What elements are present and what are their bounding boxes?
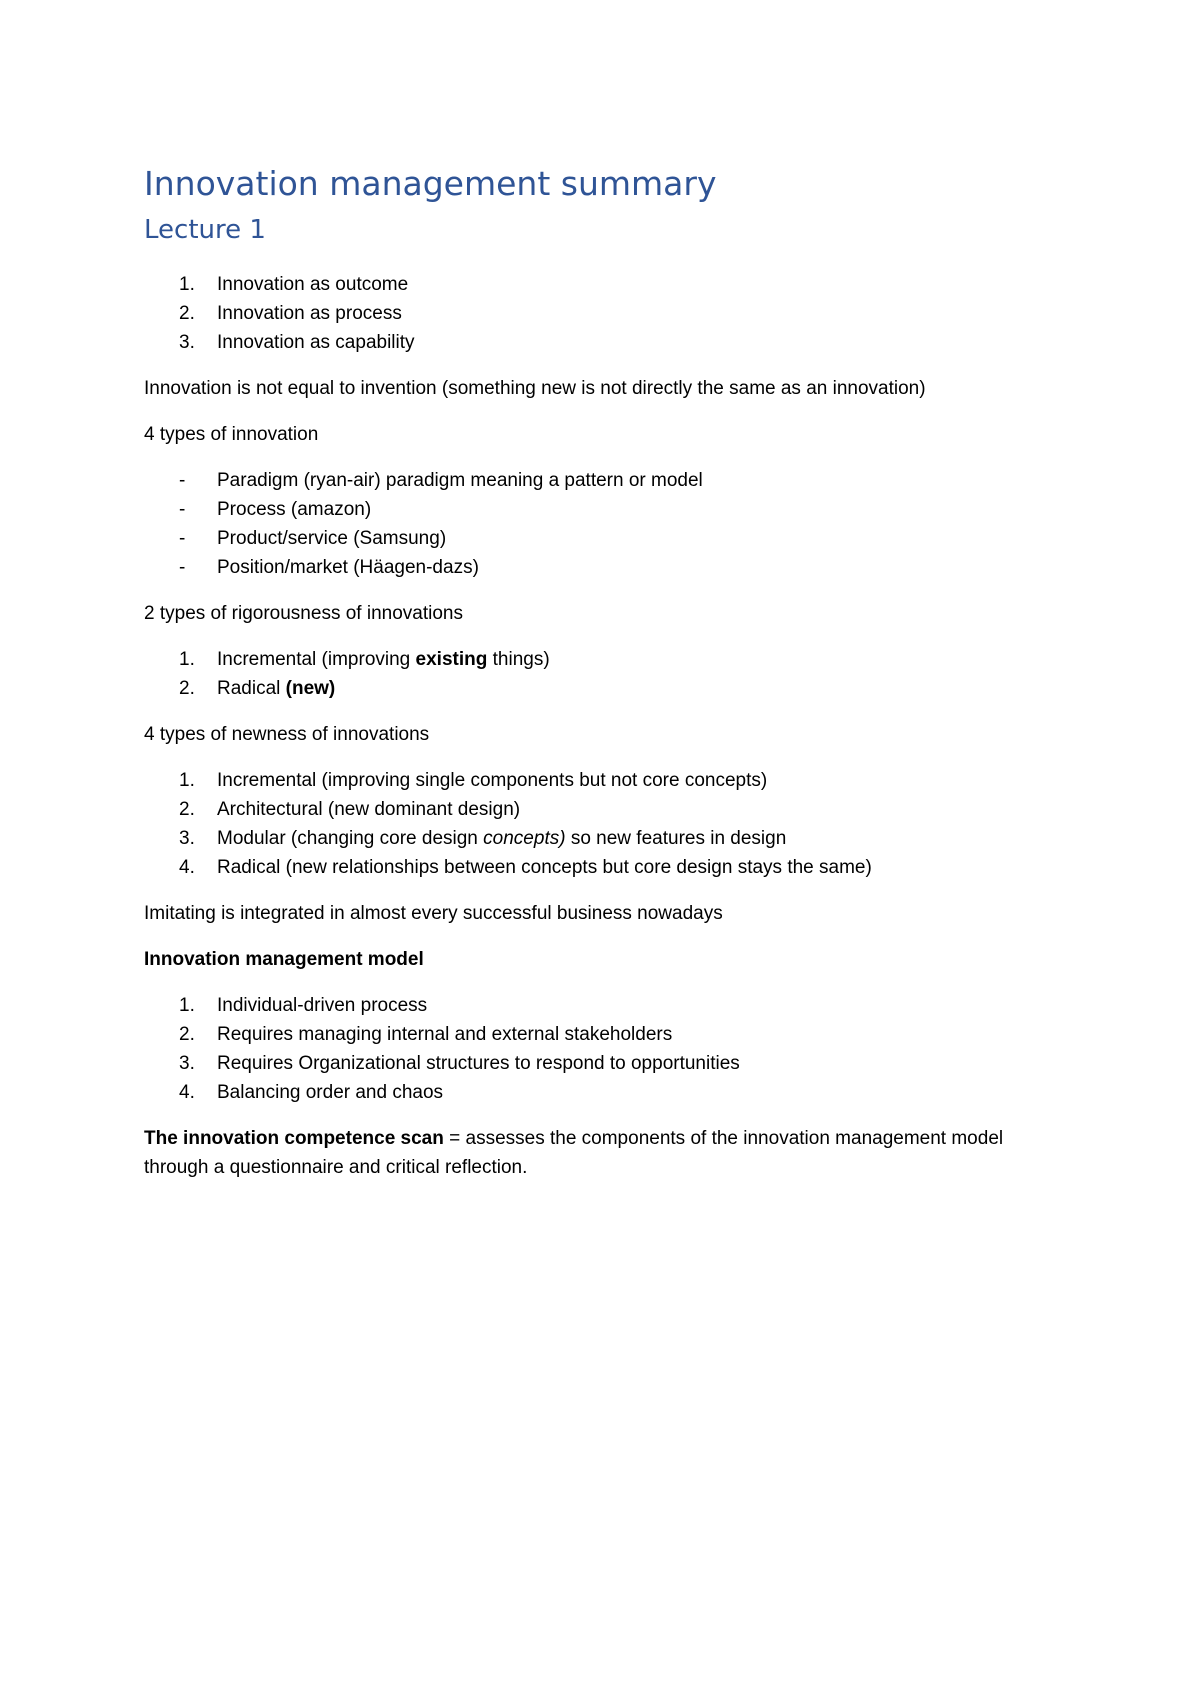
- list-item: [144, 270, 1064, 299]
- list-item: [144, 853, 1064, 882]
- list-item-text: Requires Organizational structures to respond to opportunities: [217, 1053, 740, 1074]
- list-item-text: Incremental (improving single components but not core concepts): [217, 770, 768, 791]
- list-item: [144, 1078, 1064, 1107]
- bold-text: existing: [415, 649, 488, 670]
- list-number: 1.: [179, 274, 195, 295]
- list-item-text: Paradigm (ryan-air) paradigm meaning a pattern or model: [217, 470, 703, 491]
- innovation-perspectives-list: [144, 270, 1064, 357]
- list-item: [144, 524, 1064, 553]
- list-dash: -: [179, 557, 186, 578]
- list-item: [144, 495, 1064, 524]
- list-item-text: things): [487, 649, 550, 670]
- list-number: 2.: [179, 303, 195, 324]
- lecture-heading: Lecture 1: [144, 215, 266, 245]
- types-heading: 4 types of innovation: [144, 424, 319, 445]
- list-item: [144, 1049, 1064, 1078]
- rigor-heading: 2 types of rigorousness of innovations: [144, 603, 463, 624]
- list-item: [144, 991, 1064, 1020]
- newness-list: [144, 766, 1064, 882]
- bold-text: Innovation management model: [144, 949, 424, 970]
- list-item: [144, 766, 1064, 795]
- list-item-text: Position/market (Häagen-dazs): [217, 557, 479, 578]
- list-item-text: Radical: [217, 678, 286, 699]
- invention-paragraph: Innovation is not equal to invention (something new is not directly the same as an innovation): [144, 378, 926, 399]
- rigor-list: [144, 645, 1064, 703]
- list-item: [144, 645, 1064, 674]
- list-item-text: Innovation as process: [217, 303, 402, 324]
- list-item-text: Requires managing internal and external stakeholders: [217, 1024, 673, 1045]
- newness-heading: 4 types of newness of innovations: [144, 724, 430, 745]
- paragraph-text: = assesses the components of the innovation management model: [443, 1128, 1004, 1149]
- list-item-text: Process (amazon): [217, 499, 372, 520]
- document-title: Innovation management summary: [144, 164, 717, 203]
- list-item: [144, 795, 1064, 824]
- list-item: [144, 824, 1064, 853]
- list-item-text: Balancing order and chaos: [217, 1082, 444, 1103]
- bold-text: The innovation competence scan: [144, 1128, 444, 1149]
- imitating-paragraph: Imitating is integrated in almost every successful business nowadays: [144, 903, 723, 924]
- list-number: 1.: [179, 649, 195, 670]
- list-dash: -: [179, 528, 186, 549]
- list-number: 4.: [179, 1082, 195, 1103]
- list-number: 4.: [179, 857, 195, 878]
- list-item-text: Modular (changing core design: [217, 828, 484, 849]
- list-dash: -: [179, 499, 186, 520]
- model-list: [144, 991, 1064, 1107]
- list-dash: -: [179, 470, 186, 491]
- list-number: 2.: [179, 1024, 195, 1045]
- paragraph-text: through a questionnaire and critical reflection.: [144, 1157, 528, 1178]
- competence-scan-paragraph: [144, 1124, 1064, 1182]
- list-item: [144, 466, 1064, 495]
- document-content: [144, 160, 1064, 1182]
- list-item: [144, 328, 1064, 357]
- list-number: 2.: [179, 678, 195, 699]
- list-item-text: Product/service (Samsung): [217, 528, 447, 549]
- list-item-text: Incremental (improving: [217, 649, 416, 670]
- list-item-text: Innovation as capability: [217, 332, 415, 353]
- list-item: [144, 553, 1064, 582]
- bold-text: (new): [285, 678, 336, 699]
- list-item-text: Innovation as outcome: [217, 274, 409, 295]
- list-item: [144, 1020, 1064, 1049]
- list-item: [144, 299, 1064, 328]
- model-heading: [144, 945, 1064, 974]
- list-number: 3.: [179, 1053, 195, 1074]
- list-number: 3.: [179, 332, 195, 353]
- list-item-text: Radical (new relationships between concepts but core design stays the same): [217, 857, 872, 878]
- list-number: 1.: [179, 995, 195, 1016]
- list-item-text: Architectural (new dominant design): [217, 799, 521, 820]
- italic-text: concepts): [483, 828, 566, 849]
- list-item: [144, 674, 1064, 703]
- list-item-text: so new features in design: [565, 828, 787, 849]
- list-number: 3.: [179, 828, 195, 849]
- list-number: 2.: [179, 799, 195, 820]
- list-item-text: Individual-driven process: [217, 995, 428, 1016]
- innovation-types-list: [144, 466, 1064, 582]
- list-number: 1.: [179, 770, 195, 791]
